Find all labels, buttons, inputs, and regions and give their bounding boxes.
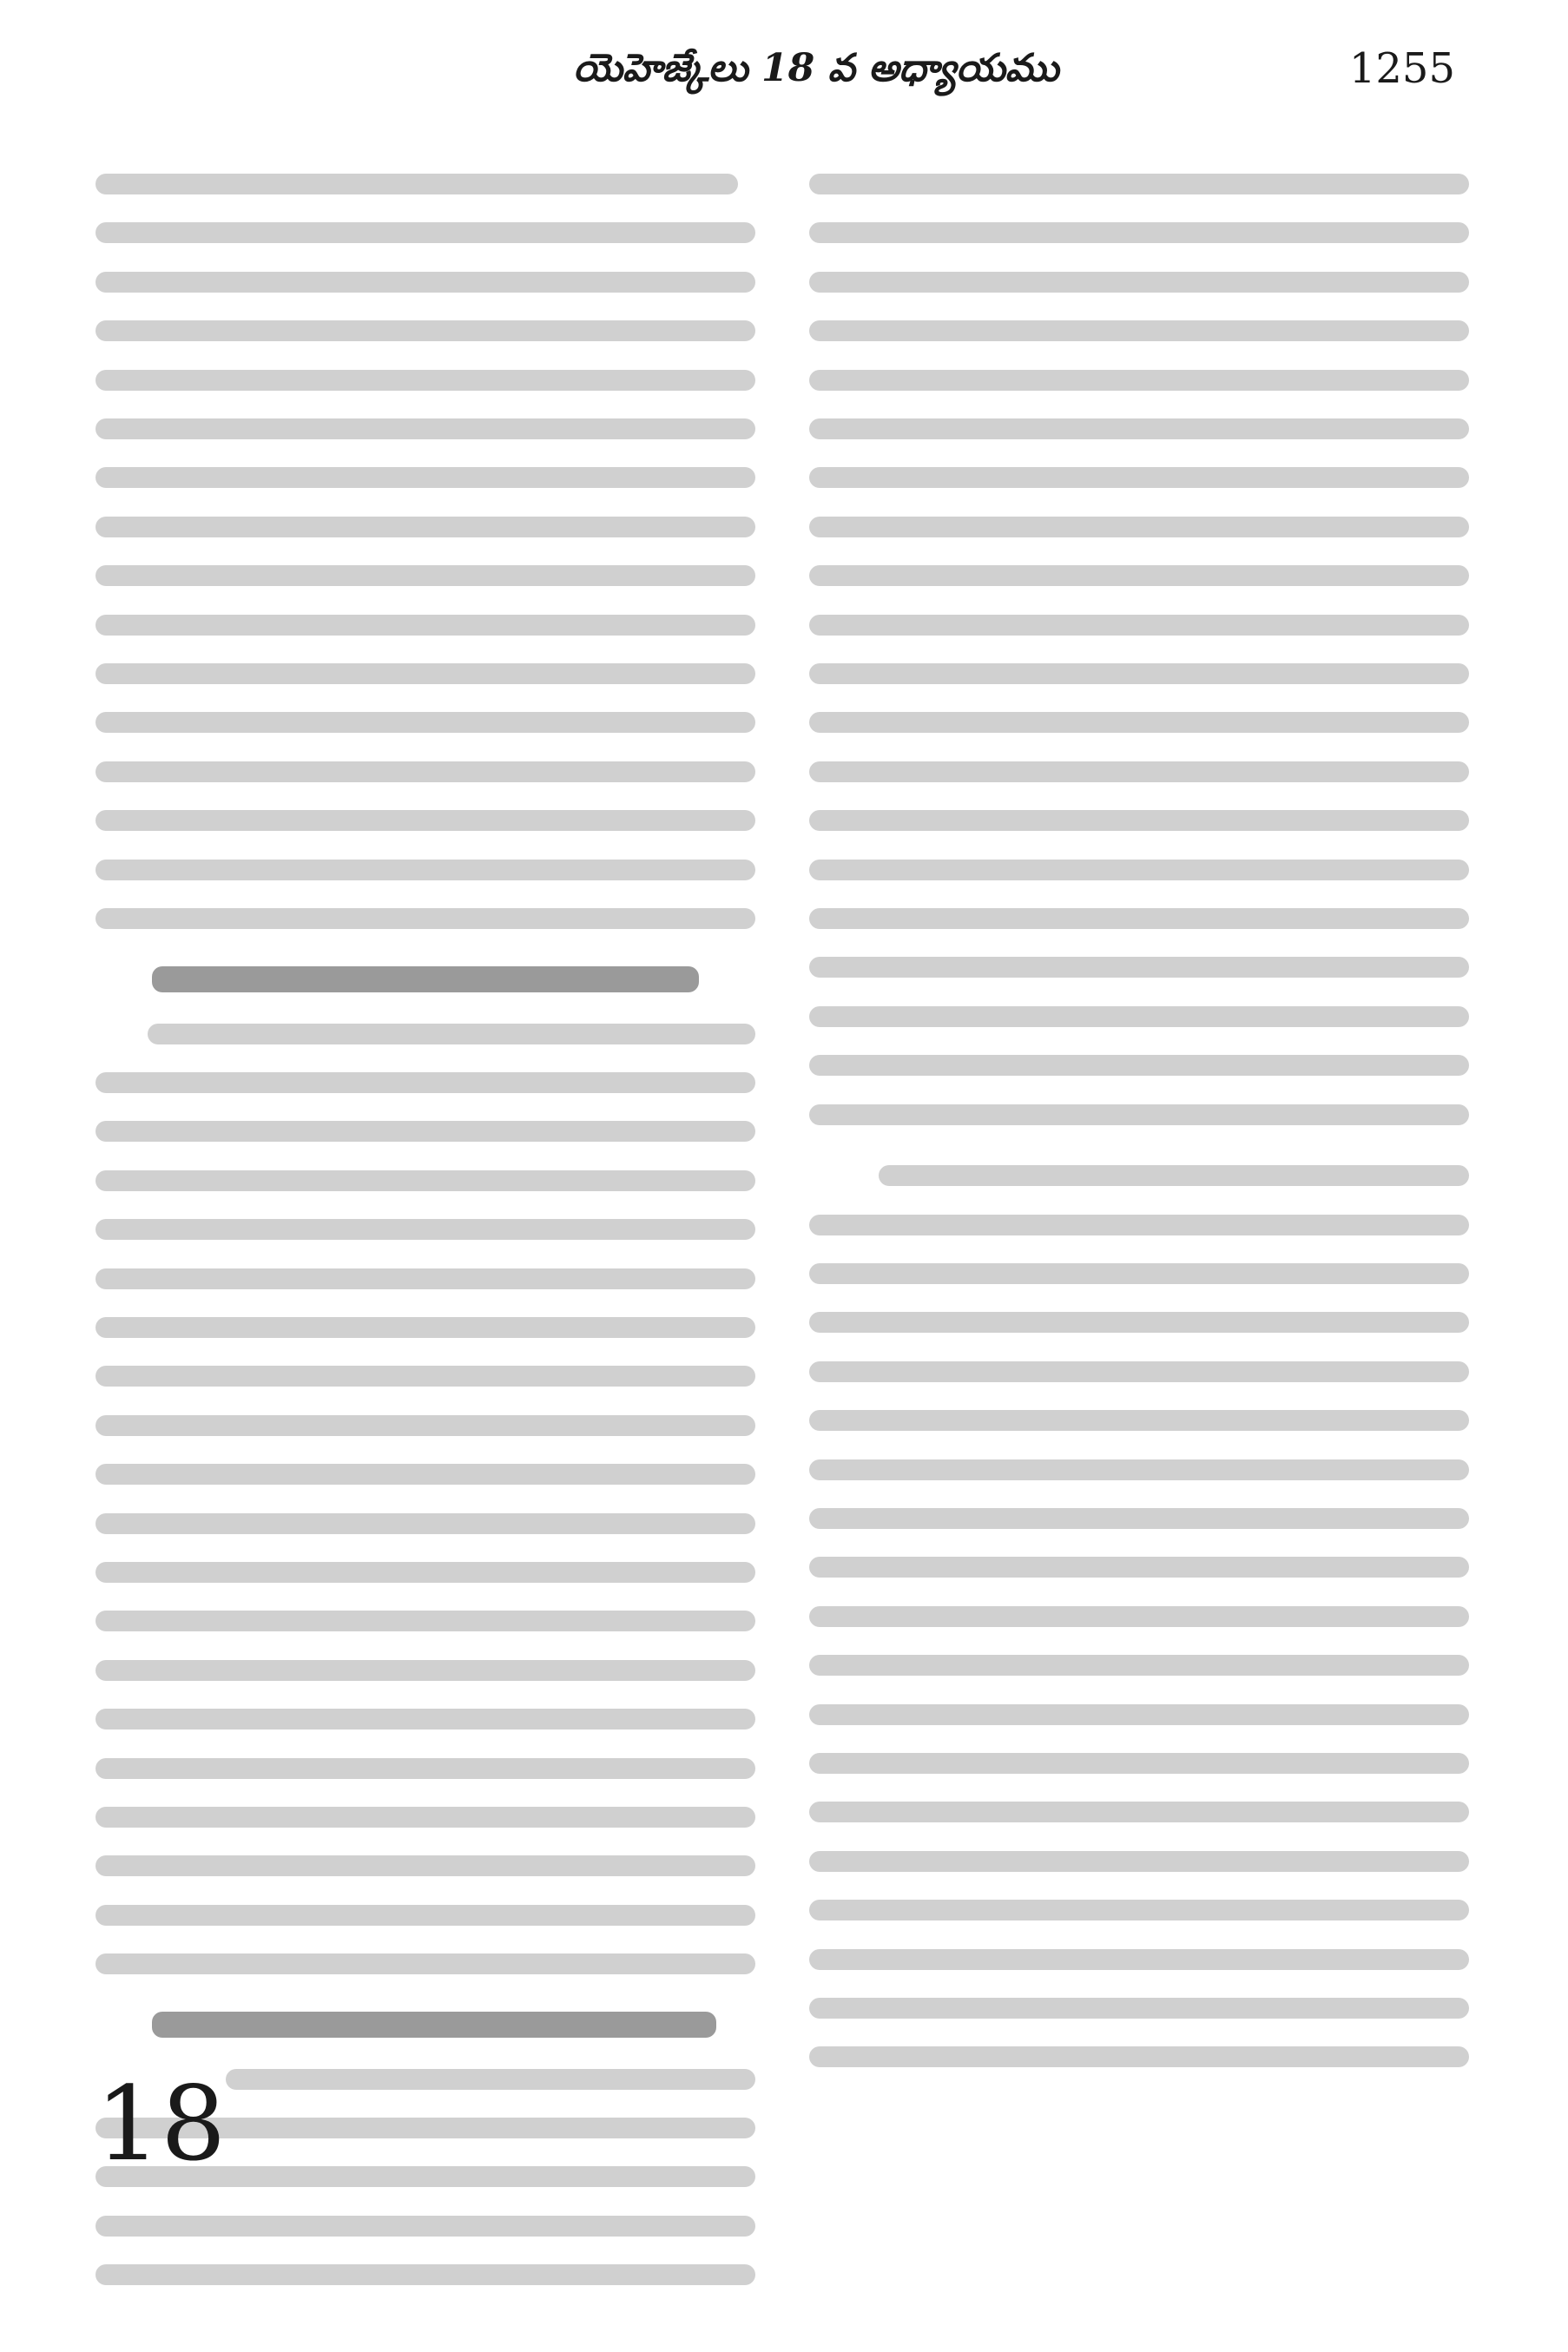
text-line-placeholder (809, 794, 1469, 843)
text-line-placeholder (96, 305, 755, 353)
text-line-placeholder (809, 1982, 1469, 2031)
text-line-placeholder (96, 550, 755, 598)
text-line-placeholder (96, 1301, 755, 1350)
text-line-placeholder (809, 648, 1469, 696)
text-line-placeholder (96, 1057, 755, 1105)
right-column (809, 158, 1469, 2329)
text-line-placeholder (96, 794, 755, 843)
text-line-placeholder (96, 1693, 755, 1742)
text-line-placeholder (809, 403, 1469, 451)
text-line-placeholder (809, 2031, 1469, 2079)
text-line-placeholder (96, 256, 755, 305)
text-line-placeholder (809, 599, 1469, 648)
left-column (96, 158, 755, 2329)
text-line-placeholder (96, 2249, 755, 2297)
text-line-placeholder (809, 1639, 1469, 1688)
text-line-placeholder (809, 1346, 1469, 1394)
text-line-placeholder (809, 305, 1469, 353)
text-line-placeholder (96, 1791, 755, 1840)
text-line-placeholder (809, 941, 1469, 990)
text-line-placeholder (809, 991, 1469, 1039)
text-line-placeholder (809, 1934, 1469, 1982)
text-line-placeholder (809, 354, 1469, 403)
text-line-placeholder (809, 550, 1469, 598)
text-line-placeholder (96, 648, 755, 696)
text-line-placeholder (809, 256, 1469, 305)
text-line-placeholder (809, 1394, 1469, 1443)
text-line-placeholder (96, 1498, 755, 1546)
text-line-placeholder (809, 1296, 1469, 1345)
text-line-placeholder (809, 501, 1469, 550)
text-line-placeholder (96, 158, 755, 207)
text-line-placeholder (809, 1689, 1469, 1737)
text-line-placeholder (809, 1737, 1469, 1786)
text-line-placeholder (809, 1884, 1469, 1933)
text-line-placeholder (809, 1786, 1469, 1835)
text-line-placeholder (809, 746, 1469, 794)
text-line-placeholder (809, 207, 1469, 255)
text-line-placeholder (809, 1248, 1469, 1296)
text-line-placeholder (96, 844, 755, 893)
text-line-placeholder (809, 1089, 1469, 1137)
text-line-placeholder (96, 1008, 755, 1057)
text-line-placeholder (96, 2200, 755, 2249)
text-line-placeholder (96, 1840, 755, 1888)
text-line-placeholder (96, 893, 755, 941)
text-line-placeholder (96, 696, 755, 745)
section-heading-placeholder (96, 2000, 755, 2048)
text-line-placeholder (809, 696, 1469, 745)
text-line-placeholder (809, 1541, 1469, 1590)
text-line-placeholder (809, 1835, 1469, 1884)
text-line-placeholder (96, 1938, 755, 1986)
text-line-placeholder (96, 403, 755, 451)
text-line-placeholder (96, 1448, 755, 1497)
text-line-placeholder (809, 1199, 1469, 1248)
text-line-placeholder (96, 1155, 755, 1203)
text-line-placeholder (809, 1039, 1469, 1088)
text-line-placeholder (96, 746, 755, 794)
text-line-placeholder (809, 1492, 1469, 1541)
text-line-placeholder (96, 1350, 755, 1399)
text-line-placeholder (96, 1743, 755, 1791)
text-line-placeholder (809, 893, 1469, 941)
text-line-placeholder (96, 1400, 755, 1448)
text-line-placeholder (809, 1591, 1469, 1639)
text-line-placeholder (809, 1444, 1469, 1492)
text-line-placeholder (96, 1595, 755, 1644)
text-line-placeholder (809, 1150, 1469, 1198)
text-line-placeholder (96, 501, 755, 550)
chapter-number: 18 (96, 2064, 227, 2184)
text-line-placeholder (809, 844, 1469, 893)
section-heading-placeholder (96, 954, 755, 1003)
text-line-placeholder (96, 599, 755, 648)
text-line-placeholder (809, 451, 1469, 500)
text-line-placeholder (96, 1546, 755, 1595)
text-line-placeholder (96, 354, 755, 403)
text-line-placeholder (809, 158, 1469, 207)
running-title: యెహెజ్కేలు 18 వ అధ్యాయము (573, 46, 1059, 90)
text-line-placeholder (96, 1203, 755, 1252)
page-number: 1255 (1348, 44, 1455, 93)
text-line-placeholder (96, 1253, 755, 1301)
text-line-placeholder (96, 1889, 755, 1938)
text-line-placeholder (96, 1644, 755, 1693)
page-header (0, 0, 1568, 130)
text-line-placeholder (96, 451, 755, 500)
text-line-placeholder (96, 1105, 755, 1154)
text-line-placeholder (96, 207, 755, 255)
